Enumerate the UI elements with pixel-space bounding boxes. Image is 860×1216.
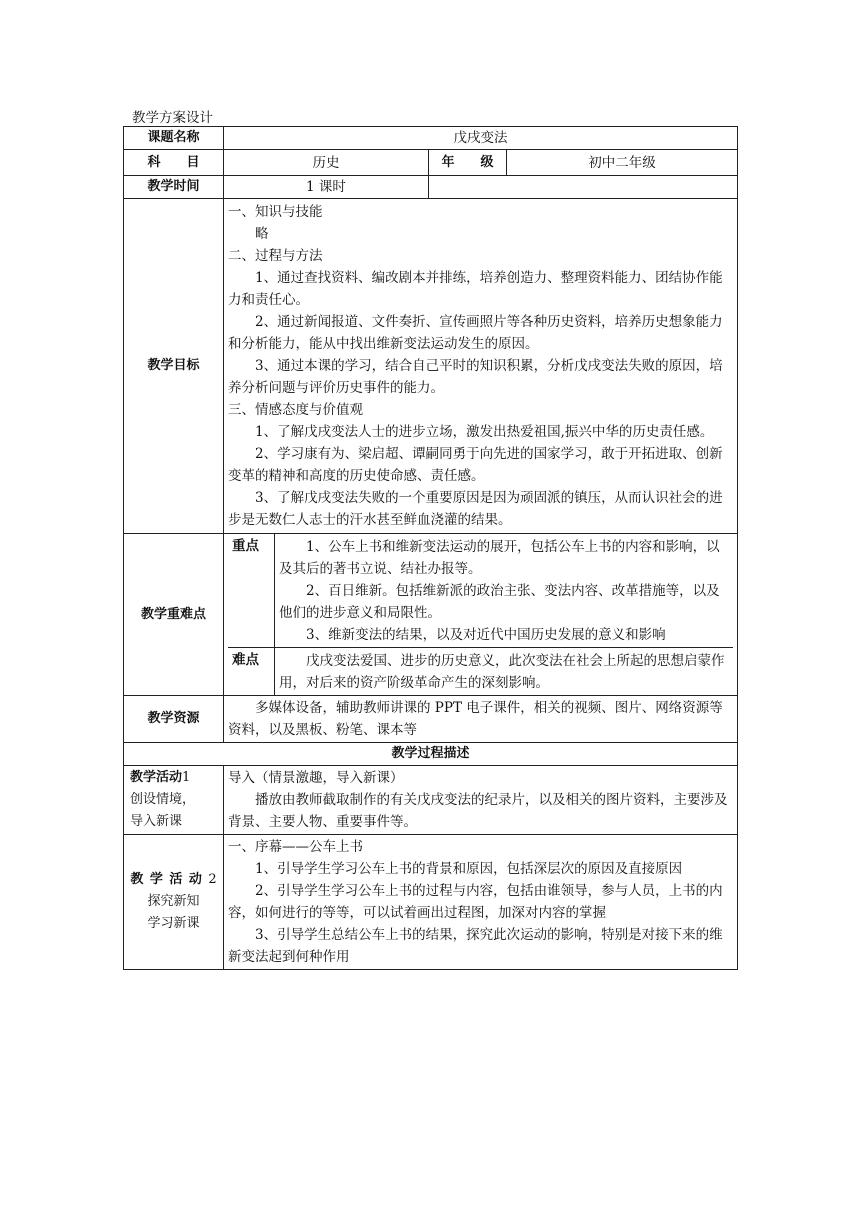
subject-row: [124, 150, 738, 176]
activity1-heading: 导入（情景激趣，导入新课）: [228, 770, 404, 786]
activity2-content: [224, 835, 738, 970]
goals-content: [224, 199, 738, 534]
difficult-label: 难点: [228, 648, 275, 696]
topic-row: [124, 127, 738, 150]
activity1-row: [124, 766, 738, 835]
activity2-label-line: 学习新课: [147, 916, 200, 931]
key-label: 重点: [228, 534, 275, 648]
activity2-heading: 一、序幕——公车上书: [228, 839, 363, 855]
goals-item: 1、了解戊戌变法人士的进步立场，激发出热爱祖国,振兴中华的历史责任感。: [255, 424, 714, 440]
activity1-label-line: 创设情境，: [130, 792, 196, 807]
goals-section-heading: 三、情感态度与价值观: [228, 402, 363, 418]
activity2-label-line: 探究新知: [147, 894, 200, 909]
activity2-label: [128, 869, 219, 891]
key-points-content: [224, 534, 738, 696]
subject-label: 科 目: [124, 150, 224, 176]
grade-value: 初中二年级: [507, 150, 738, 176]
activity2-label-bold: 教学活动: [130, 872, 209, 887]
activity2-item: 3、引导学生总结公车上书的结果，探究此次运动的影响，特别是对接下来的维新变法起到何种作用: [228, 927, 723, 965]
difficult-row: [228, 648, 733, 696]
time-empty-cell: [429, 176, 738, 199]
goals-item: 2、通过新闻报道、文件奏折、宣传画照片等各种历史资料，培养历史想象能力和分析能力，能从中找出维新变法运动发生的原因。: [228, 314, 723, 352]
key-item: 3、维新变法的结果，以及对近代中国历史发展的意义和影响: [306, 627, 666, 643]
process-heading-row: [124, 743, 738, 766]
activity2-number: 2: [208, 872, 217, 887]
activity2-item: 2、引导学生学习公车上书的过程与内容，包括由谁领导，参与人员，上书的内容，如何进行的等等，可以试着画出过程图，加深对内容的掌握: [228, 883, 723, 921]
goals-item: 3、通过本课的学习，结合自己平时的知识积累，分析戊戌变法失败的原因，培养分析问题与评价历史事件的能力。: [228, 358, 723, 396]
resources-content: [224, 696, 738, 743]
time-value: 1 课时: [224, 176, 429, 199]
resources-label: 教学资源: [124, 696, 224, 743]
goals-item: 略: [255, 226, 269, 242]
activity1-number: 1: [182, 770, 191, 785]
key-points-row: [124, 534, 738, 696]
difficult-paragraph: 戊戌变法爱国、进步的历史意义，此次变法在社会上所起的思想启蒙作用，对后来的资产阶级革命产生的深刻影响。: [279, 653, 725, 691]
process-heading: 教学过程描述: [124, 743, 738, 766]
goals-item: 3、了解戊戌变法失败的一个重要原因是因为顽固派的镇压，从而认识社会的进步是无数仁人志士的汗水甚至鲜血浇灌的结果。: [228, 490, 723, 528]
subject-value: 历史: [224, 150, 429, 176]
goals-label: 教学目标: [124, 199, 224, 534]
key-items: [275, 534, 734, 648]
goals-item: 2、学习康有为、梁启超、谭嗣同勇于向先进的国家学习，敢于开拓进取、创新变革的精神和高度的历史使命感、责任感。: [228, 446, 723, 484]
topic-label: 课题名称: [124, 127, 224, 150]
key-row: [228, 534, 733, 648]
activity2-row: [124, 835, 738, 970]
key-item: 1、公车上书和维新变法运动的展开，包括公车上书的内容和影响，以及其后的著书立说、结社办报等。: [279, 539, 720, 577]
activity1-label-cell: [124, 766, 224, 835]
goals-section-heading: 二、过程与方法: [228, 248, 323, 264]
goals-row: [124, 199, 738, 534]
goals-item: 1、通过查找资料、编改剧本并排练，培养创造力、整理资料能力、团结协作能力和责任心。: [228, 270, 723, 308]
difficult-text: [275, 648, 734, 696]
key-item: 2、百日维新。包括维新派的政治主张、变法内容、改革措施等，以及他们的进步意义和局限性。: [279, 583, 720, 621]
resources-text: 多媒体设备，辅助教师讲课的 PPT 电子课件，相关的视频、图片、网络资源等资料，以及黑板、粉笔、课本等: [228, 700, 723, 738]
key-points-label: 教学重难点: [124, 534, 224, 696]
time-label: 教学时间: [124, 176, 224, 199]
topic-value: 戊戌变法: [224, 127, 738, 150]
grade-label: 年 级: [429, 150, 507, 176]
time-row: [124, 176, 738, 199]
activity1-text: 播放由教师截取制作的有关戊戌变法的纪录片，以及相关的图片资料，主要涉及背景、主要人物、重要事件等。: [228, 792, 728, 830]
activity1-label-line: 导入新课: [130, 814, 183, 829]
key-points-inner-table: [228, 534, 733, 695]
activity1-label: [130, 767, 217, 789]
resources-row: [124, 696, 738, 743]
activity2-label-cell: [124, 835, 224, 970]
activity1-label-bold: 教学活动: [130, 770, 183, 785]
lesson-plan-table: [123, 126, 738, 970]
goals-section-heading: 一、知识与技能: [228, 204, 323, 220]
document-title: 教学方案设计: [132, 110, 213, 126]
activity2-item: 1、引导学生学习公车上书的背景和原因，包括深层次的原因及直接原因: [255, 861, 683, 877]
activity1-content: [224, 766, 738, 835]
